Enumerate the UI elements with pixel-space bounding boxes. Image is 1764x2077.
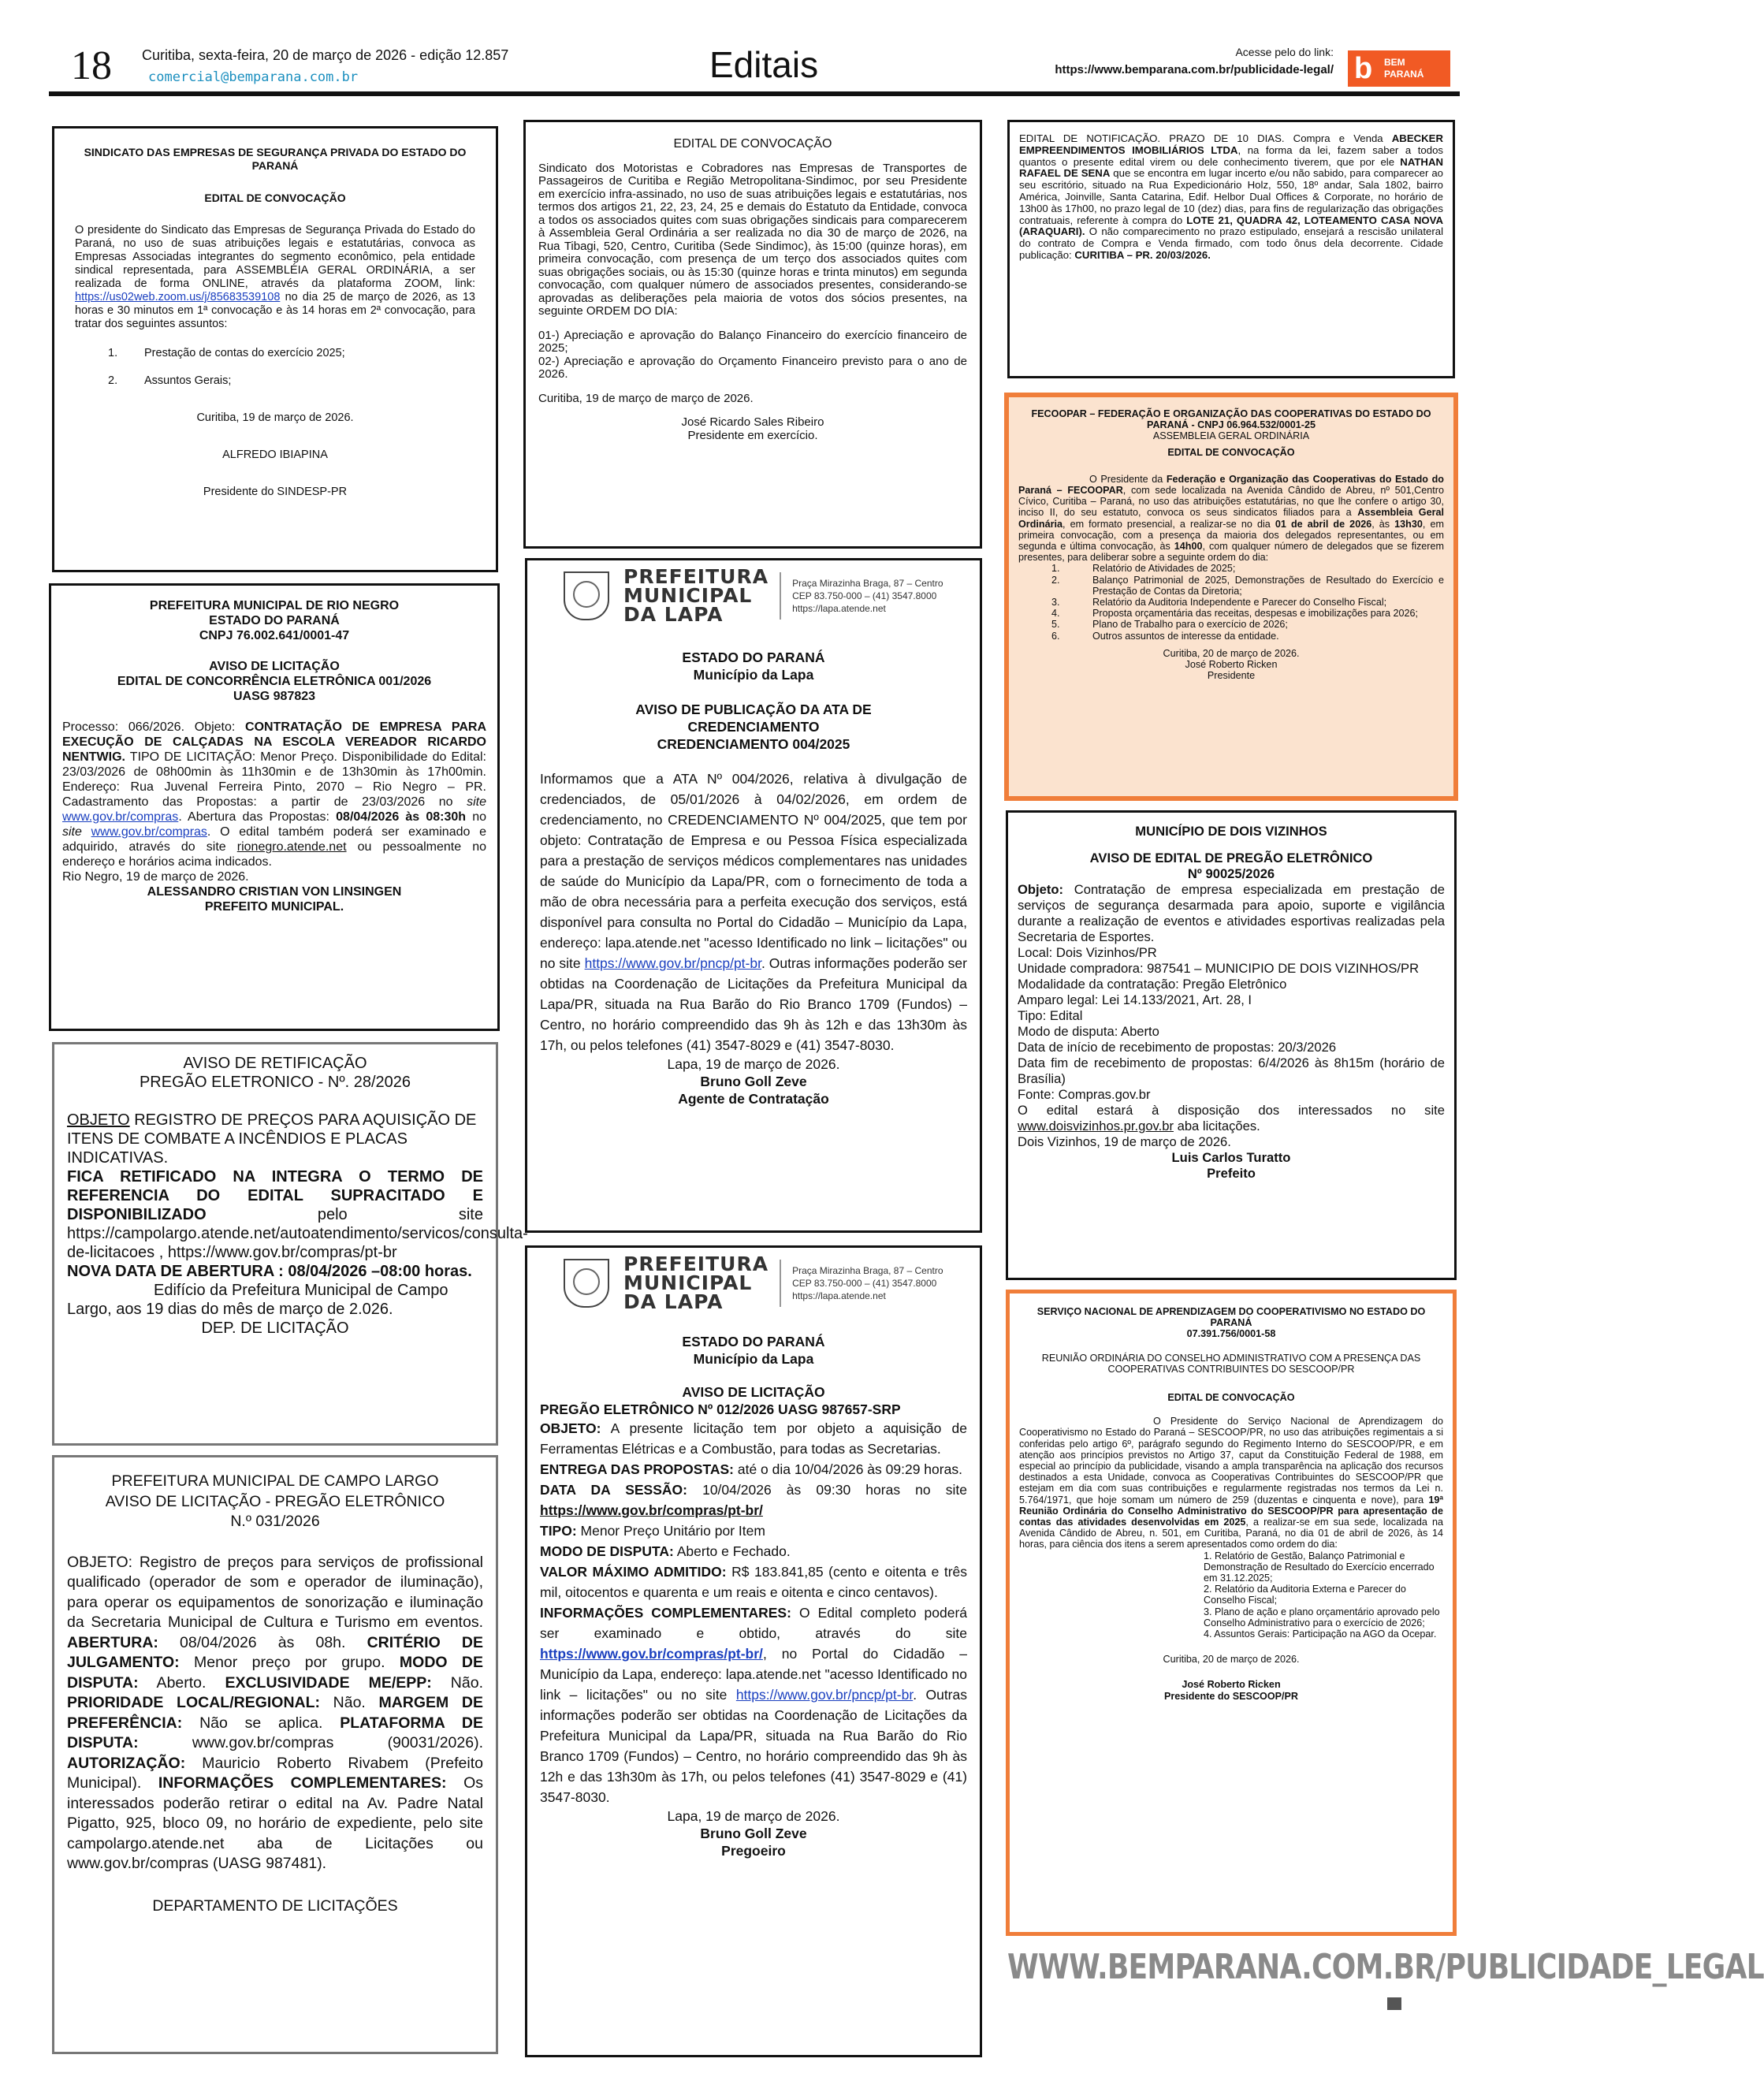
lapa2-info: INFORMAÇÕES COMPLEMENTARES: O Edital completo poderá ser examinado e obtido, através do site https://www.gov.br/compras/pt-br/, no Portal do Cidadão – Município da Lapa, endereço: lapa.atende.net "acesso Identificado no link – licitações" ou no site https://www.gov.br/pncp/pt-br. Outras informações poderão ser obtidas na Coordenação de Licitações da Prefeitura Municipal da Lapa/PR, situada na Rua Barão do Rio Branco 1709 (Fundos) – Centro, no horário compreendido das 9h às 12h e das 13h30m às 17h, ou pelos telefones (41) 3547-8029 e (41) 3547-8030.	[540, 1605, 968, 1805]
doisvizinhos-line: Modalidade da contratação: Pregão Eletrônico	[1018, 977, 1287, 992]
retificacao-new-date: NOVA DATA DE ABERTURA : 08/04/2026 –08:00 horas.	[67, 1263, 472, 1280]
doisvizinhos-line: Modo de disputa: Aberto	[1018, 1024, 1159, 1039]
doisvizinhos-date: Dois Vizinhos, 19 de março de 2026.	[1018, 1134, 1231, 1149]
lapa1-pncp-link[interactable]: https://www.gov.br/pncp/pt-br	[584, 955, 761, 971]
header-email[interactable]: comercial@bemparana.com.br	[148, 69, 359, 85]
sindimoc-date: Curitiba, 19 de março de março de 2026.	[538, 391, 754, 405]
access-url[interactable]: https://www.bemparana.com.br/publicidade-legal/	[1055, 63, 1334, 76]
rionegro-h1: PREFEITURA MUNICIPAL DE RIO NEGRO	[149, 599, 400, 612]
lapa2-h4: PREGÃO ELETRÔNICO Nº 012/2026 UASG 987657-SRP	[540, 1401, 901, 1417]
lapa2-h3: AVISO DE LICITAÇÃO	[682, 1384, 825, 1400]
fecoopar-assembly: ASSEMBLEIA GERAL ORDINÁRIA	[1152, 430, 1310, 442]
lapa2-max-value: VALOR MÁXIMO ADMITIDO: R$ 183.841,85 (cento e oitenta e três mil, oitocentos e quarenta e um reais e oitenta e cinco centavos).	[540, 1564, 968, 1600]
campolargo-dept: DEPARTAMENTO DE LICITAÇÕES	[152, 1896, 398, 1915]
fecoopar-item: 1. Relatório de Atividades de 2025;	[1051, 563, 1236, 575]
sindesp-title: SINDICATO DAS EMPRESAS DE SEGURANÇA PRIVADA DO ESTADO DO PARANÁ	[84, 146, 467, 172]
campolargo-notice	[52, 1455, 498, 2054]
rionegro-link-compras[interactable]: www.gov.br/compras	[62, 810, 179, 824]
lapa-name: PREFEITURA MUNICIPAL DA LAPA	[623, 1253, 769, 1313]
retificacao-h1: AVISO DE RETIFICAÇÃO	[183, 1055, 367, 1072]
campolargo-body: OBJETO: Registro de preços para serviços de profissional qualificado (operador de som e operador de iluminação), para operar os equipamentos de sonorização e iluminação da Secretaria Municipal de Cultura e Turismo em eventos. ABERTURA: 08/04/2026 às 08h. CRITÉRIO DE JULGAMENTO: Menor preço por grupo. MODO DE DISPUTA: Aberto. EXCLUSIVIDADE ME/EPP: Não. PRIORIDADE LOCAL/REGIONAL: Não. MARGEM DE PREFERÊNCIA: Não se aplica. PLATAFORMA DE DISPUTA: www.gov.br/compras (90031/2026). AUTORIZAÇÃO: Mauricio Roberto Rivabem (Prefeito Municipal). INFORMAÇÕES COMPLEMENTARES: Os interessados poderão retirar o edital na Av. Padre Natal Pigatto, 925, bloco 09, no horário de expediente, pelo site campolargo.atende.net aba de Licitações ou www.gov.br/compras (UASG 987481).	[67, 1553, 483, 1872]
doisvizinhos-h3: Nº 90025/2026	[1187, 866, 1275, 881]
doisvizinhos-line: Fonte: Compras.gov.br	[1018, 1087, 1151, 1102]
doisvizinhos-line: Unidade compradora: 987541 – MUNICIPIO DE DOIS VIZINHOS/PR	[1018, 961, 1420, 976]
retificacao-body: FICA RETIFICADO NA INTEGRA O TERMO DE REFERENCIA DO EDITAL SUPRACITADO E DISPONIBILIZADO pelo site https://campolargo.atende.net/autoatendimento/servicos/consulta-de-licitacoes , https://www.gov.br/compras/pt-br	[67, 1168, 528, 1261]
lapa-logo	[540, 1253, 967, 1314]
page-header	[49, 41, 1460, 96]
fecoopar-date: Curitiba, 20 de março de 2026.	[1163, 647, 1300, 659]
rionegro-role: PREFEITO MUNICIPAL.	[204, 900, 344, 914]
sindesp-item: 1. Prestação de contas do exercício 2025;	[108, 347, 345, 359]
lapa1-date: Lapa, 19 de março de 2026.	[667, 1056, 840, 1072]
sindesp-notice	[52, 126, 498, 572]
rionegro-date: Rio Negro, 19 de março de 2026.	[62, 870, 249, 884]
lapa1-h2: Município da Lapa	[693, 667, 814, 683]
fecoopar-item: 2. Balanço Patrimonial de 2025, Demonstrações de Resultado do Exercício e Prestação de Contas da Diretoria;	[1051, 574, 1444, 597]
sescoop-role: Presidente do SESCOOP/PR	[1163, 1690, 1299, 1702]
fecoopar-item: 5. Plano de Trabalho para o exercício de 2026;	[1051, 619, 1288, 631]
sescoop-body: O Presidente do Serviço Nacional de Aprendizagem do Cooperativismo no Estado do Paraná – SESCOOP/PR, no uso das atribuições regimentais a si conferidas pelo artigo 6º, parágrafo segundo do Regimento Interno do SESCOOP/PR, e em atenção aos princípios previstos no Artigo 37, caput da Constituição Federal de 1988, em especial ao princípio da publicidade, visando a ampla transparência na aplicação dos recursos destinados a esta Unidade, convoca as Cooperativas Contribuintes do SESCOOP/PR que estejam em dia com suas contribuições e regularmente registradas nos termos da Lei n. 5.764/1971, que hoje somam um número de 259 (duzentas e cinquenta e nove), para 19ª Reunião Ordinária do Conselho Administrativo do SESCOOP/PR para apresentação de contas das atividades desenvolvidas em 2025, a realizar-se em sua sede, localizada na Avenida Cândido de Abreu, n. 501, em Curitiba, Paraná, no dia 01 de abril de 2026, às 14 horas, para ciência dos itens a serem apresentados como ordem do dia:	[1019, 1416, 1443, 1550]
doisvizinhos-h1: MUNICÍPIO DE DOIS VIZINHOS	[1135, 824, 1327, 839]
header-date: Curitiba, sexta-feira, 20 de março de 2026 - edição 12.857	[142, 47, 509, 63]
sindimoc-notice	[523, 120, 982, 549]
notificacao-notice	[1007, 120, 1455, 378]
lapa2-date: Lapa, 19 de março de 2026.	[667, 1808, 840, 1824]
sescoop-date: Curitiba, 20 de março de 2026.	[1163, 1654, 1300, 1666]
sindesp-role: Presidente do SINDESP-PR	[203, 486, 348, 498]
sescoop-item: 3. Plano de ação e plano orçamentário aprovado pelo Conselho Administrativo para o exercício de 2026;	[1204, 1606, 1440, 1628]
notificacao-body: EDITAL DE NOTIFICAÇÃO. PRAZO DE 10 DIAS. Compra e Venda ABECKER EMPREENDIMENTOS IMOBILIÁRIOS LTDA, na forma da lei, fazem saber a todos quantos o presente edital virem ou dele conhecimento tiverem, que por ele NATHAN RAFAEL DE SENA que se encontra em lugar incerto e/ou não sabido, para comparecer ao seu escritório, situado na Rua Expedicionário Holz, 550, 18º andar, Sala 1802, bairro América, Joinville, Santa Catarina, Edif. Helbor Dual Offices & Corporate, no horário de 13h00 às 17h00, no prazo legal de 10 (dez) dias, para fins de regularização das obrigações contratuais, referente à compra do LOTE 21, QUADRA 42, LOTEAMENTO CASA NOVA (ARAQUARI). O não comparecimento no prazo estipulado, ensejará a rescisão unilateral do contrato de Compra e Venda firmado, com todo ônus dela decorrente. Cidade publicação: CURITIBA – PR. 20/03/2026.	[1019, 132, 1444, 261]
access-label: Acesse pelo do link:	[1235, 46, 1334, 58]
lapa2-h2: Município da Lapa	[693, 1351, 814, 1367]
rionegro-h6: UASG 987823	[233, 690, 316, 703]
page-number: 18	[71, 43, 112, 88]
lapa2-h1: ESTADO DO PARANÁ	[682, 1334, 825, 1349]
fecoopar-edital: EDITAL DE CONVOCAÇÃO	[1167, 446, 1295, 458]
campolargo-h2: AVISO DE LICITAÇÃO - PREGÃO ELETRÔNICO	[105, 1492, 445, 1510]
doisvizinhos-line: Amparo legal: Lei 14.133/2021, Art. 28, I	[1018, 992, 1252, 1007]
lapa2-object: OBJETO: A presente licitação tem por objeto a aquisição de Ferramentas Elétricas e a Combustão, para todas as Secretarias.	[540, 1420, 967, 1457]
doisvizinhos-object: Objeto: Contratação de empresa especializada em prestação de serviços de segurança desarmada para apoio, suporte e vigilância durante a realização de eventos e atividades esportivas realizadas pela Secretaria de Esportes.	[1018, 882, 1445, 944]
sindimoc-body: Sindicato dos Motoristas e Cobradores nas Empresas de Transportes de Passageiros de Curitiba e Região Metropolitana-Sindimoc, por seu Presidente em exercício infra-assinado, no uso de suas atribuições legais e estatutárias, nos termos dos artigos 21, 22, 23, 24, 25 e demais do Estatuto da Entidade, convoca a todos os associados quites com suas obrigações sindicais para comparecerem à Assembleia Geral Ordinária a ser realizada no dia 30 de março de 2026, na Rua Tibagi, 520, Centro, Curitiba (Sede Sindimoc), às 15:00 (quinze horas), em primeira convocação, com presença de um terço dos associados quites com suas obrigações sociais, ou às 15:30 (quinze horas e trinta minutos) em segunda convocação, com qualquer número de associados presentes, considerando-se aprovadas as deliberações pela maioria de votos dos sócios presentes, na seguinte ORDEM DO DIA:	[538, 161, 967, 318]
retificacao-notice	[52, 1042, 528, 1446]
fecoopar-role: Presidente	[1207, 670, 1256, 682]
lapa2-mode: MODO DE DISPUTA: Aberto e Fechado.	[540, 1543, 791, 1559]
fecoopar-title: FECOOPAR – FEDERAÇÃO E ORGANIZAÇÃO DAS COOPERATIVAS DO ESTADO DO PARANÁ - CNPJ 06.964.532/0001-25	[1031, 408, 1431, 431]
sescoop-item: 2. Relatório da Auditoria Externa e Parecer do Conselho Fiscal;	[1204, 1584, 1406, 1606]
sindesp-subtitle: EDITAL DE CONVOCAÇÃO	[204, 192, 346, 204]
sescoop-h3: REUNIÃO ORDINÁRIA DO CONSELHO ADMINISTRATIVO COM A PRESENÇA DAS COOPERATIVAS CONTRIBUINTES DO SESCOOP/PR	[1041, 1352, 1421, 1375]
logo-line2: PARANÁ	[1384, 69, 1424, 80]
footer-url[interactable]: WWW.BEMPARANA.COM.BR/PUBLICIDADE_LEGAL	[1007, 1947, 1764, 1987]
retificacao-h2: PREGÃO ELETRONICO - Nº. 28/2026	[139, 1074, 411, 1091]
fecoopar-item: 6. Outros assuntos de interesse da entidade.	[1051, 630, 1279, 642]
lapa-pregao-notice	[525, 1245, 982, 2057]
lapa-crest-icon	[564, 571, 609, 620]
retificacao-closing: Edifício da Prefeitura Municipal de Campo Largo, aos 19 dias do mês de março de 2.026.	[67, 1282, 448, 1318]
lapa2-compras-link[interactable]: https://www.gov.br/compras/pt-br/	[540, 1502, 763, 1518]
lapa1-h1: ESTADO DO PARANÁ	[682, 650, 825, 665]
fecoopar-item: 3. Relatório da Auditoria Independente e Parecer do Conselho Fiscal;	[1051, 597, 1387, 609]
campolargo-h1: PREFEITURA MUNICIPAL DE CAMPO LARGO	[111, 1472, 439, 1490]
rionegro-h4: AVISO DE LICITAÇÃO	[209, 660, 340, 673]
lapa-logo	[540, 565, 967, 627]
sescoop-notice	[1006, 1290, 1457, 1936]
sescoop-h4: EDITAL DE CONVOCAÇÃO	[1167, 1392, 1295, 1404]
fecoopar-signer: José Roberto Ricken	[1185, 659, 1278, 671]
retificacao-dept: DEP. DE LICITAÇÃO	[201, 1320, 349, 1337]
doisvizinhos-site-link[interactable]: www.doisvizinhos.pr.gov.br	[1018, 1119, 1174, 1133]
sescoop-signer: José Roberto Ricken	[1182, 1679, 1281, 1691]
sindimoc-item: 01-) Apreciação e aprovação do Balanço Financeiro do exercício financeiro de 2025;	[538, 328, 967, 355]
doisvizinhos-line: Data de início de recebimento de propostas: 20/3/2026	[1018, 1040, 1337, 1055]
logo-line1: BEM	[1384, 57, 1405, 68]
lapa1-h4: CREDENCIAMENTO 004/2025	[657, 736, 850, 752]
lapa2-pncp-link[interactable]: https://www.gov.br/pncp/pt-br	[735, 1687, 914, 1703]
lapa-crest-icon	[564, 1259, 609, 1308]
lapa-address: Praça Mirazinha Braga, 87 – Centro CEP 83.750-000 – (41) 3547.8000 https://lapa.atende.net	[792, 578, 943, 614]
section-title: Editais	[709, 44, 819, 85]
campolargo-h3: N.º 031/2026	[230, 1513, 320, 1530]
footer-mark	[1387, 1997, 1401, 2010]
fecoopar-notice	[1004, 393, 1458, 801]
sindesp-zoom-link[interactable]: https://us02web.zoom.us/j/85683539108	[75, 291, 281, 303]
lapa2-type: TIPO: Menor Preço Unitário por Item	[540, 1523, 765, 1539]
rionegro-notice	[49, 583, 500, 1031]
rionegro-h5: EDITAL DE CONCORRÊNCIA ELETRÔNICA 001/2026	[117, 675, 432, 688]
doisvizinhos-h2: AVISO DE EDITAL DE PREGÃO ELETRÔNICO	[1089, 851, 1373, 865]
sindimoc-signer: José Ricardo Sales Ribeiro	[681, 415, 824, 429]
sindesp-body: O presidente do Sindicato das Empresas de Segurança Privada do Estado do Paraná, no uso de suas atribuições legais e estatutárias, convoca as Empresas Associadas integrantes do segmento econômico, pela entidade sindical representada, para ASSEMBLÉIA GERAL ORDINÁRIA, a ser realizada de forma ONLINE, através da plataforma ZOOM, link: https://us02web.zoom.us/j/85683539108 no dia 25 de março de 2026, as 13 horas e 30 minutos em 1ª convocação e às 14 horas em 2ª convocação, para tratar dos seguintes assuntos:	[75, 224, 475, 330]
doisvizinhos-line: Local: Dois Vizinhos/PR	[1018, 945, 1157, 960]
rionegro-h3: CNPJ 76.002.641/0001-47	[199, 629, 350, 642]
retificacao-object: OBJETO REGISTRO DE PREÇOS PARA AQUISIÇÃO DE ITENS DE COMBATE A INCÊNDIOS E PLACAS INDICATIVAS.	[67, 1111, 477, 1167]
sescoop-h2: 07.391.756/0001-58	[1186, 1328, 1276, 1340]
doisvizinhos-line: Tipo: Edital	[1018, 1008, 1083, 1023]
lapa1-signer: Bruno Goll Zeve	[700, 1074, 807, 1089]
doisvizinhos-signer: Luis Carlos Turatto	[1171, 1150, 1291, 1165]
sindimoc-role: Presidente em exercício.	[687, 428, 818, 442]
lapa2-session: DATA DA SESSÃO: 10/04/2026 às 09:30 horas no site https://www.gov.br/compras/pt-br/	[540, 1482, 967, 1518]
lapa-divider	[780, 572, 781, 620]
fecoopar-body: O Presidente da Federação e Organização das Cooperativas do Estado do Paraná – FECOOPAR, com sede localizada na Avenida Cândido de Abreu, nº 501,Centro Cívico, Curitiba – Paraná, no uso das atribuições estatutárias, no que lhe confere o artigo 30, inciso II, do seu estatuto, convoca os seus sindicatos filiados para a Assembleia Geral Ordinária, em formato presencial, a realizar-se no dia 01 de abril de 2026, às 13h30, em primeira convocação, com a presença da maioria dos delegados representantes, ou em segunda e última convocação, às 14h00, com qualquer número de delegados que se fizerem presentes, para deliberar sobre a seguinte ordem do dia:	[1018, 473, 1444, 564]
doisvizinhos-line: Data fim de recebimento de propostas: 6/4/2026 às 8h15m (horário de Brasília)	[1018, 1055, 1445, 1086]
lapa-divider	[780, 1260, 781, 1307]
lapa-ata-notice	[525, 558, 982, 1233]
lapa2-delivery: ENTREGA DAS PROPOSTAS: até o dia 10/04/2026 às 09:29 horas.	[540, 1461, 962, 1477]
lapa2-role: Pregoeiro	[721, 1843, 786, 1859]
rionegro-signer: ALESSANDRO CRISTIAN VON LINSINGEN	[147, 885, 402, 899]
sescoop-item: 4. Assuntos Gerais: Participação na AGO da Ocepar.	[1204, 1628, 1437, 1640]
rionegro-link-atende[interactable]: rionegro.atende.net	[236, 840, 347, 854]
lapa2-compras-link-2[interactable]: https://www.gov.br/compras/pt-br/	[540, 1646, 763, 1662]
rionegro-h2: ESTADO DO PARANÁ	[209, 614, 340, 627]
lapa1-role: Agente de Contratação	[678, 1091, 829, 1107]
sindimoc-item: 02-) Apreciação e aprovação do Orçamento Financeiro previsto para o ano de 2026.	[538, 354, 967, 381]
lapa2-signer: Bruno Goll Zeve	[700, 1826, 807, 1841]
doisvizinhos-notice	[1006, 810, 1457, 1280]
lapa1-h3: AVISO DE PUBLICAÇÃO DA ATA DE CREDENCIAMENTO	[635, 702, 872, 735]
lapa-name: PREFEITURA MUNICIPAL DA LAPA	[623, 565, 769, 626]
sescoop-item: 1. Relatório de Gestão, Balanço Patrimonial e Demonstração de Resultado do Exercício encerrado em 31.12.2025;	[1204, 1550, 1435, 1584]
sindimoc-title: EDITAL DE CONVOCAÇÃO	[673, 137, 832, 151]
sindesp-date: Curitiba, 19 de março de 2026.	[196, 411, 354, 424]
bem-parana-logo	[1348, 50, 1450, 87]
lapa1-body: Informamos que a ATA Nº 004/2026, relativa à divulgação de credenciados, de 05/01/2026 à 04/02/2026, em ordem de credenciamento, no CREDENCIAMENTO Nº 004/2025, que tem por objeto: Contratação de Empresa e ou Pessoa Física especializada para a prestação de serviços médicos complementares nas unidades de saúde do Município da Lapa/PR, com o fornecimento de toda a mão de obra necessária para a perfeita execução dos serviços, está disponível para consulta no Portal do Cidadão – Município da Lapa, endereço: lapa.atende.net "acesso Identificado no link – licitações" ou no site https://www.gov.br/pncp/pt-br. Outras informações poderão ser obtidas na Coordenação de Licitações da Prefeitura Municipal da Lapa/PR, situada na Rua Barão do Rio Branco 1709 (Fundos) – Centro, no horário compreendido das 9h às 12h e das 13h30m às 17h, ou pelos telefones (41) 3547-8029 e (41) 3547-8030.	[540, 771, 967, 1053]
sescoop-h1: SERVIÇO NACIONAL DE APRENDIZAGEM DO COOPERATIVISMO NO ESTADO DO PARANÁ	[1036, 1306, 1426, 1329]
sindesp-signer: ALFREDO IBIAPINA	[222, 449, 328, 461]
rionegro-link-compras-2[interactable]: www.gov.br/compras	[91, 825, 207, 839]
doisvizinhos-role: Prefeito	[1207, 1166, 1256, 1181]
doisvizinhos-edital: O edital estará à disposição dos interessados no site www.doisvizinhos.pr.gov.br aba licitações.	[1018, 1103, 1445, 1133]
rionegro-body: Processo: 066/2026. Objeto: CONTRATAÇÃO DE EMPRESA PARA EXECUÇÃO DE CALÇADAS NA ESCOLA VEREADOR RICARDO NENTWIG. TIPO DE LICITAÇÃO: Menor Preço. Disponibilidade do Edital: 23/03/2026 de 08h00min às 11h30min e de 13h30min às 17h00min. Endereço: Rua Juvenal Ferreira Pinto, 2070 – Rio Negro – PR. Cadastramento das Propostas: a partir de 23/03/2026 no site www.gov.br/compras. Abertura das Propostas: 08/04/2026 às 08:30h no site www.gov.br/compras. O edital também poderá ser examinado e adquirido, através do site rionegro.atende.net ou pessoalmente no endereço e horários acima indicados.	[62, 720, 487, 869]
lapa-address: Praça Mirazinha Braga, 87 – Centro CEP 83.750-000 – (41) 3547.8000 https://lapa.atende.net	[792, 1265, 943, 1301]
fecoopar-item: 4. Proposta orçamentária das receitas, despesas e imobilizações para 2026;	[1051, 608, 1419, 620]
sindesp-item: 2. Assuntos Gerais;	[108, 374, 232, 387]
logo-letter: b	[1354, 52, 1373, 85]
